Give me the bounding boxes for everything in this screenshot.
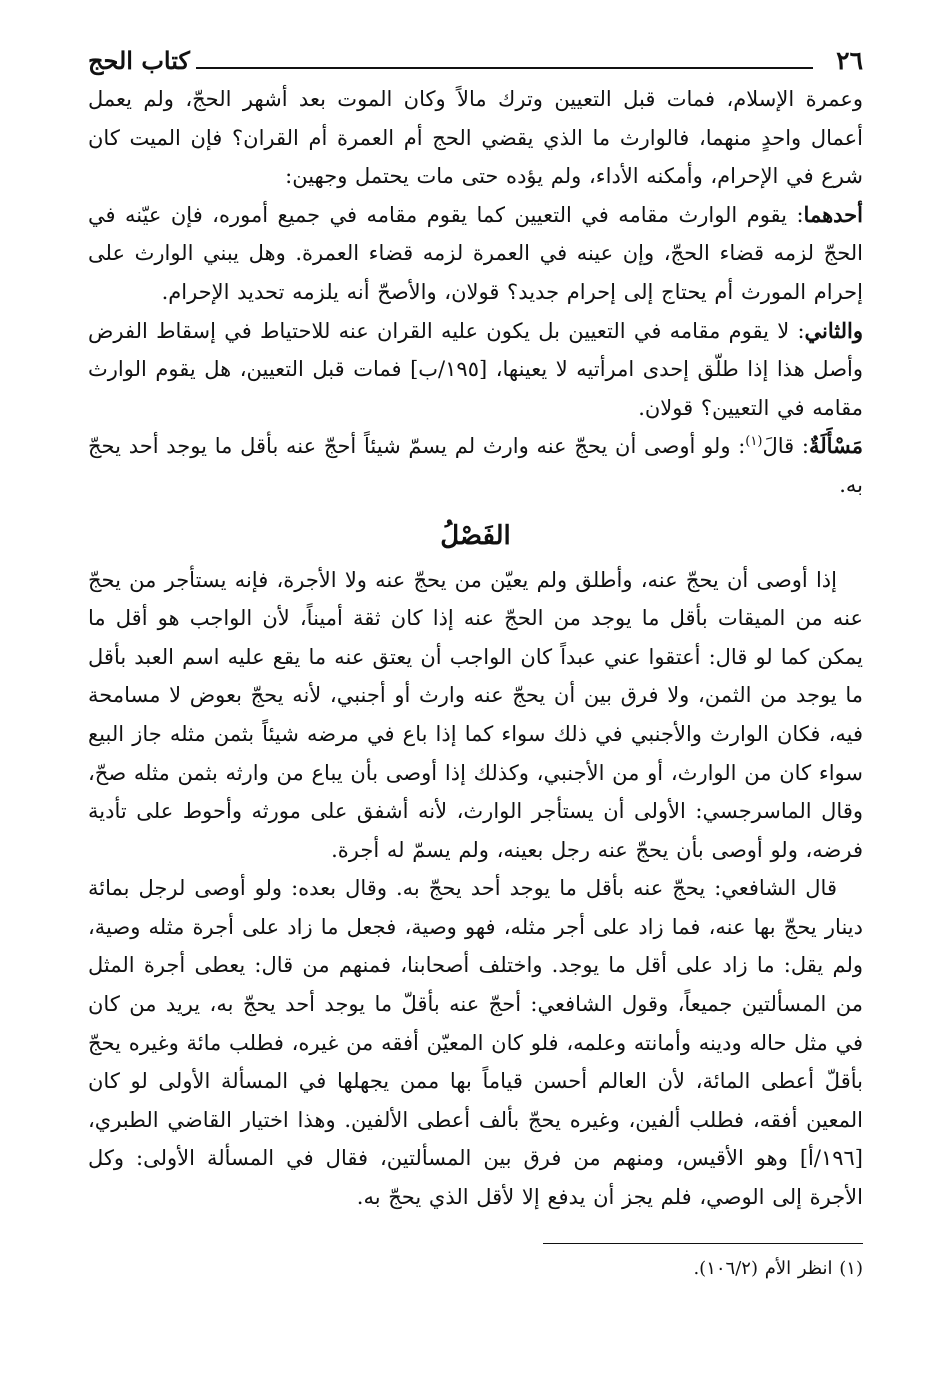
paragraph-3 <box>88 312 863 428</box>
book-title: كتاب الحج <box>88 46 190 75</box>
running-header <box>88 40 863 80</box>
page-number: ٢٦ <box>836 46 863 75</box>
page <box>88 40 863 1282</box>
paragraph-6: قال الشافعي: يحجّ عنه بأقل ما يوجد أحد يحجّ به. وقال بعده: ولو أوصى لرجل بمائة دينار يحجّ بها عنه، فما زاد على أجر مثله، فهو وصية، فجعل ما زاد على أجرة مثله وصية، ولم يقل: ما زاد على أقل ما يوجد. واختلف أصحابنا، فمنهم من قال: يعطى أجرة المثل من المسألتين جميعاً، وقول الشافعي: أحجّ عنه بأقلّ ما يوجد أحد يحجّ به، يريد من كان في مثل حاله ودينه وأمانته وعلمه، فلو كان المعيّن أفقه من غيره، فطلب مائة وغيره يحجّ بأقلّ أعطى المائة، لأن العالم أحسن قياماً بها ممن يجهلها في المسألة الأولى لو كان المعين أفقه، فطلب ألفين، وغيره يحجّ بألف أعطى الألفين. وهذا اختيار القاضي الطبري، [١٩٦/أ] وهو الأقيس، ومنهم من فرق بين المسألتين، فقال في المسألة الأولى: وكل الأجرة إلى الوصي، فلم يجز أن يدفع إلا لأقل الذي يحجّ به. <box>88 876 863 1210</box>
paragraph-2-lead: أحدهما <box>803 201 863 227</box>
paragraph-4-text-a: : قالَ <box>762 434 809 459</box>
paragraph-1: وعمرة الإسلام، فمات قبل التعيين وترك مالاً وكان الموت بعد أشهر الحجّ، ولم يعمل أعمال واحدٍ منهما، فالوارث ما الذي يقضي الحج أم العمرة أم القران؟ فإن الميت كان شرع في الإحرام، وأمكنه الأداء، ولم يؤده حتى مات يحتمل وجهين: <box>88 87 863 189</box>
footnote-rule <box>543 1243 863 1244</box>
paragraph-4-text-b: : ولو أوصى أن يحجّ عنه وارث لم يسمّ شيئاً أحجّ عنه بأقل ما يوجد أحد يحجّ به. <box>88 434 863 497</box>
footnote-reference[interactable]: (١) <box>745 434 763 450</box>
paragraph-3-lead: والثاني <box>804 317 863 343</box>
paragraph-5: إذا أوصى أن يحجّ عنه، وأطلق ولم يعيّن من يحجّ عنه ولا الأجرة، فإنه يستأجر من يحجّ عنه من الميقات بأقل ما يوجد من الحجّ عنه إذا كان ثقة أميناً، لأن الواجب هو أقل ما يمكن كما لو قال: أعتقوا عني عبداً كان الواجب أن يعتق عنه ما يقع عليه اسم العبد بأقل ما يوجد من الثمن، ولا فرق بين أن يحجّ عنه وارث أو أجنبي، لأنه يحجّ بعوض لا مسامحة فيه، فكان الوارث والأجنبي في ذلك سواء كما إذا باع في مرضه شيئاً بثمن مثله جاز البيع سواء كان من الوارث، أو من الأجنبي، وكذلك إذا أوصى بأن يباع من وارثه بثمن مثله صحّ، وقال الماسرجسي: الأولى أن يستأجر الوارث، لأنه أشفق على مورثه وأحوط على تأدية فرضه، ولو أوصى بأن يحجّ عنه رجل بعينه، ولم يسمّ له أجرة. <box>88 567 863 862</box>
paragraph-2-text: : يقوم الوارث مقامه في التعيين كما يقوم مقامه في جميع أموره، فإن عيّنه في الحجّ لزمه قضاء الحجّ، وإن عينه في العمرة لزمه قضاء العمرة. وهل يبني الوارث على إحرام المورث أم يحتاج إلى إحرام جديد؟ قولان، والأصحّ أنه يلزمه تحديد الإحرام. <box>88 202 863 304</box>
paragraph-2 <box>88 196 863 312</box>
section-title: الفَصْلُ <box>440 520 511 551</box>
header-rule <box>196 67 813 69</box>
footnote: (١) انظر الأم (١٠٦/٢). <box>693 1257 863 1279</box>
paragraph-4 <box>88 427 863 504</box>
paragraph-3-text: : لا يقوم مقامه في التعيين بل يكون عليه القران عنه للاحتياط في إسقاط الفرض وأصل هذا إذا طلّق إحدى امرأتيه لا يعينها، [١٩٥/ب] فمات قبل التعيين، هل يقوم الوارث مقامه في التعيين؟ قولان. <box>88 318 863 420</box>
masala-heading: مَسْأَلَةٌ <box>808 433 863 459</box>
